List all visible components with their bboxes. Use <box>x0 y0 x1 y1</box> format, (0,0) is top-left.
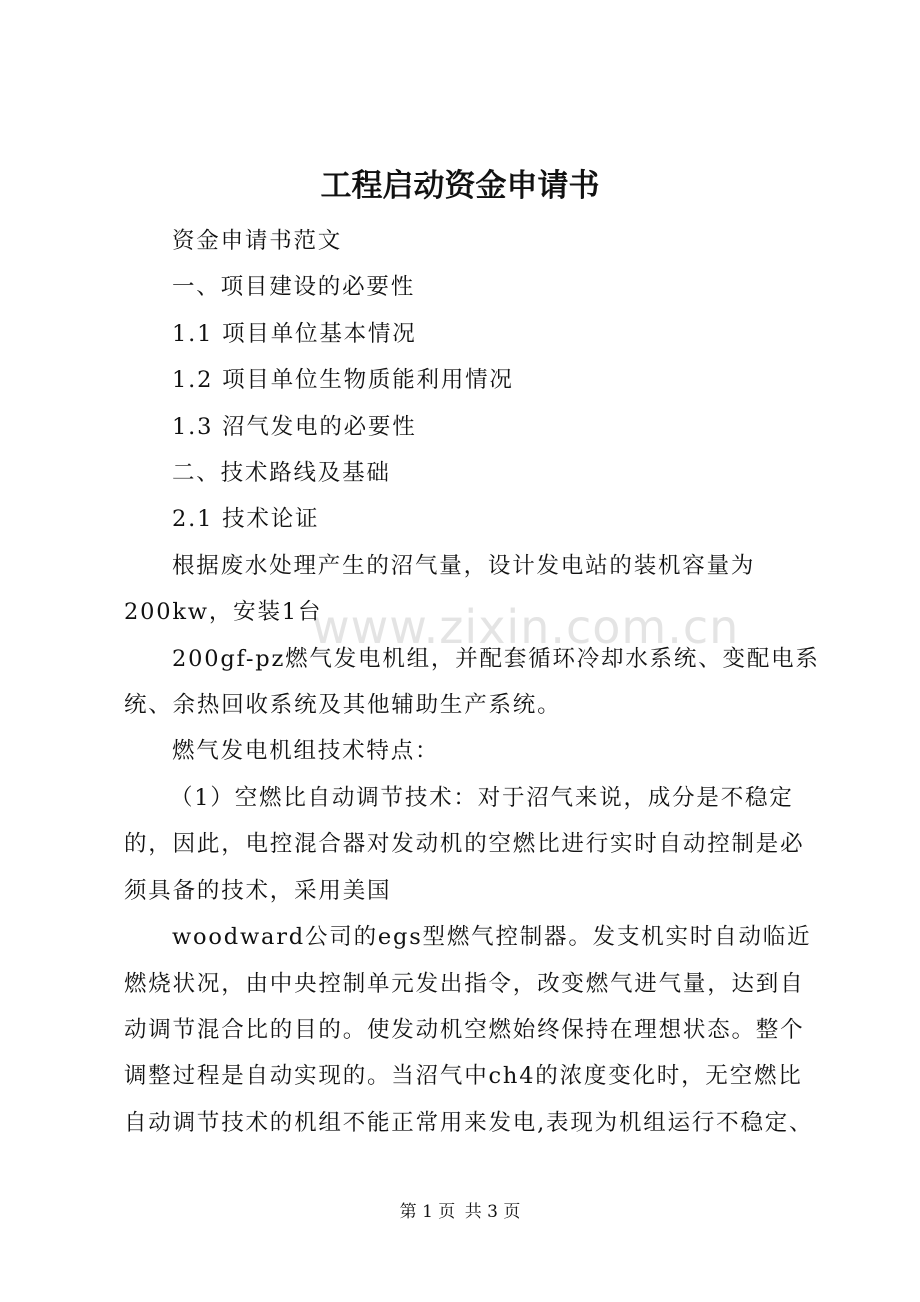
paragraph: 2.1 技术论证 <box>172 506 320 533</box>
paragraph: 1.3 沼气发电的必要性 <box>172 413 417 440</box>
paragraph: 1.2 项目单位生物质能利用情况 <box>172 367 514 394</box>
page-number: 第 1 页 <box>399 1202 456 1222</box>
page-total: 共 3 页 <box>464 1202 521 1222</box>
page-footer <box>0 1198 920 1226</box>
watermark: www.zixin.com.cn <box>312 600 740 654</box>
paragraph: 根据废水处理产生的沼气量，设计发电站的装机容量为200kw，安装1台 <box>124 552 756 626</box>
paragraph: 燃气发电机组技术特点： <box>172 738 440 765</box>
document-body <box>124 218 824 1146</box>
paragraph: （1）空燃比自动调节技术：对于沼气来说，成分是不稳定的，因此，电控混合器对发动机的空燃比进行实时自动控制是必须具备的技术，采用美国 <box>124 784 805 904</box>
paragraph: 一、项目建设的必要性 <box>172 274 416 301</box>
paragraph: 200gf-pz燃气发电机组，并配套循环冷却水系统、变配电系统、余热回收系统及其他辅助生产系统。 <box>124 645 820 719</box>
paragraph: 二、技术路线及基础 <box>172 460 391 487</box>
paragraph: woodward公司的egs型燃气控制器。发支机实时自动临近燃烧状况，由中央控制单元发出指令，改变燃气进气量，达到自动调节混合比的目的。使发动机空燃始终保持在理想状态。整个调整过程是自动实现的。当沼气中ch4的浓度变化时，无空燃比自动调节技术的机组不能正常用来发电,表现为机组运行不稳定、 <box>124 924 814 1136</box>
paragraph: 资金申请书范文 <box>172 228 343 254</box>
paragraph: 1.1 项目单位基本情况 <box>172 320 417 347</box>
document-title: 工程启动资金申请书 <box>320 168 600 204</box>
